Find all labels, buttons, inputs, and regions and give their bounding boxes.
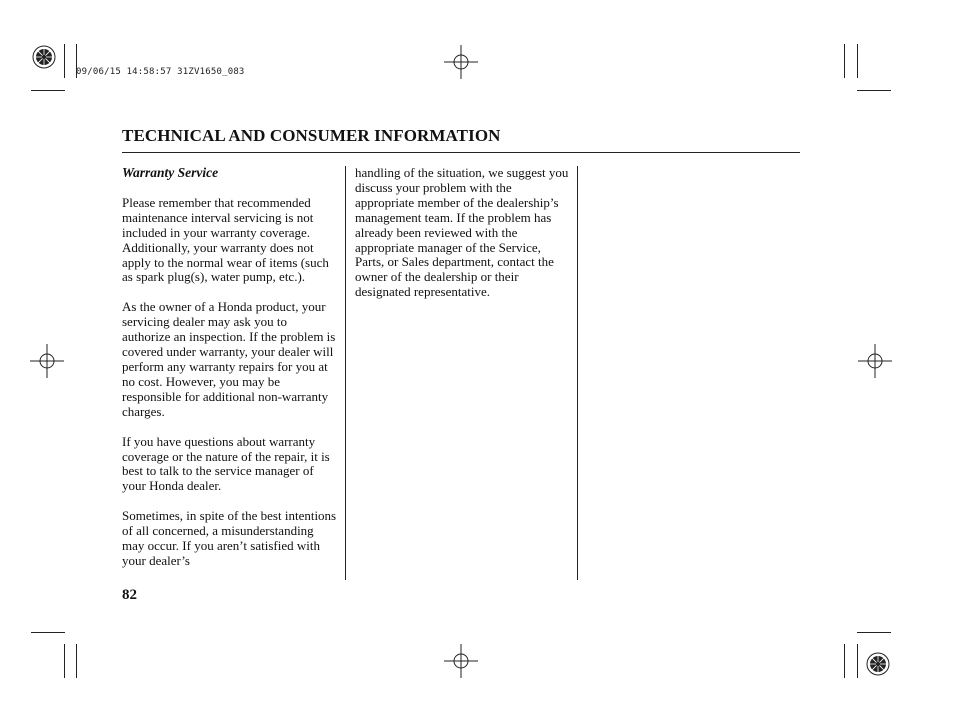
subsection-heading: Warranty Service	[122, 165, 219, 180]
page-number: 82	[122, 587, 137, 603]
print-stamp: 09/06/15 14:58:57 31ZV1650_083	[76, 67, 245, 77]
crosshair-icon	[444, 644, 478, 678]
title-rule	[122, 152, 800, 153]
registration-mark-icon	[32, 45, 56, 69]
crop-mark-line	[64, 44, 65, 78]
paragraph: If you have questions about warranty coverage or the nature of the repair, it is best to talk to the service manager of your Honda dealer.	[122, 433, 330, 494]
crop-mark-line	[64, 644, 65, 678]
section-title: TECHNICAL AND CONSUMER INFORMATION	[122, 126, 501, 145]
crop-mark-line	[844, 44, 845, 78]
text-column-2	[355, 166, 571, 315]
paragraph: handling of the situation, we suggest you discuss your problem with the appropriate member of the dealership’s management team. If the problem has already been reviewed with the appropriate manager of the Service, Parts, or Sales department, contact the owner of the dealership or their designated representative.	[355, 165, 569, 300]
text-column-1	[122, 166, 338, 584]
crosshair-icon	[30, 344, 64, 378]
crosshair-icon	[858, 344, 892, 378]
crop-mark-line	[857, 632, 891, 633]
crop-mark-line	[31, 632, 65, 633]
paragraph: Sometimes, in spite of the best intentions of all concerned, a misunderstanding may occur. If you aren’t satisfied with your dealer’s	[122, 508, 337, 568]
crop-mark-line	[76, 644, 77, 678]
crosshair-icon	[444, 45, 478, 79]
crop-mark-line	[31, 90, 65, 91]
crop-mark-line	[857, 644, 858, 678]
crop-mark-line	[857, 90, 891, 91]
column-divider	[345, 166, 346, 580]
paragraph: Please remember that recommended maintenance interval servicing is not included in your warranty coverage. Additionally, your warranty does not apply to the normal wear of items (such as spark plug(s), water pump, etc.).	[122, 194, 329, 285]
crop-mark-line	[844, 644, 845, 678]
crop-mark-line	[857, 44, 858, 78]
paragraph: As the owner of a Honda product, your servicing dealer may ask you to authorize an inspection. If the problem is covered under warranty, your dealer will perform any warranty repairs for you at no cost. However, you may be responsible for additional non-warranty charges.	[122, 299, 336, 419]
column-divider	[577, 166, 578, 580]
registration-mark-icon	[866, 652, 890, 676]
